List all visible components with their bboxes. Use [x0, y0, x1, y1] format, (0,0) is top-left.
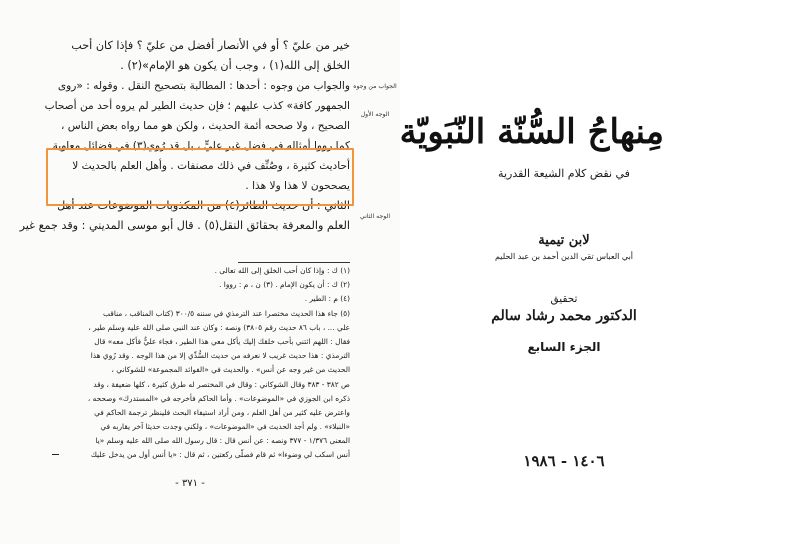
editor-name: الدكتور محمد رشاد سالم [491, 308, 637, 324]
footnote-line: ص ٣٨٢ - ٣٨٣ وقال الشوكاني : وقال في المختصر له طرق كثيرة ، كلها ضعيفة ، وقد [93, 379, 350, 389]
margin-note: الجواب من وجوه [353, 83, 397, 90]
body-line-highlighted: كما رووا أمثاله في فضل غير عليٍّ ، بل قد رُوي(٣) في فضائل معاوية [52, 140, 350, 152]
footnote-line: (٤) م : الطير . [304, 294, 350, 304]
body-line: الصحيح ، ولا صححه أئمة الحديث ، ولكن هو مما رواه بعض الناس ، [60, 120, 350, 132]
editor-block [464, 292, 664, 326]
footnote-line: (١) ك : وإذا كان أحب الخلق إلى الله تعالى . [214, 266, 350, 275]
footnote-line: الترمذي : هذا حديث غريب لا نعرفه من حديث السُّدِّي إلا من هذا الوجه . وقد رُوي هذا [90, 351, 350, 361]
body-line: الجمهور كافة» كذب عليهم ؛ فإن حديث الطير لم يروه أحد من أصحاب [44, 100, 350, 112]
body-line: العلم والمعرفة بحقائق النقل(٥) . قال أبو موسى المديني : وقد جمع غير [19, 219, 350, 232]
author-full-name: أبي العباس تقي الدين أحمد بن عبد الحليم [494, 252, 634, 261]
footnote-line: علي ... ، باب ٨٦ حديث رقم ٣٨٠٥) ونصه : وكان عند النبي صلى الله عليه وسلم طير ، [88, 322, 350, 332]
volume-label: الجزء السابع [527, 340, 601, 354]
main-text-block [19, 36, 350, 236]
body-line-highlighted: أحاديث كثيرة ، وصُنِّف في ذلك مصنفات . وأهل العلم بالحديث لا [72, 160, 350, 172]
footnote-line: أنس اسكب لي وضوءا» ثم قام فصلّى ركعتين ، ثم قال : «يا أنس أول من يدخل عليك [90, 450, 350, 460]
book-title: مِنهاجُ السُّنّة النّبَويّة [399, 112, 664, 152]
margin-dash-mark [52, 454, 59, 455]
body-line: الخلق إلى الله(١) ، وجب أن يكون هو الإمام»(٢) . [120, 59, 350, 72]
publication-year: ١٤٠٦ - ١٩٨٦ [523, 452, 605, 470]
footnote-line: المعنى ١/٣٧٦ - ٣٧٧ ونصه : عن أنس قال : قال رسول الله صلى الله عليه وسلم «يا [95, 436, 350, 446]
footnote-line: (٢) ك : أن يكون الإمام . (٣) ن ، م : رووا . [219, 280, 350, 290]
title-block [399, 104, 664, 182]
body-line-highlighted: يصححون لا هذا ولا هذا . [245, 180, 350, 192]
author-name: لابن تيمية [538, 233, 590, 248]
body-line: الثاني : أن حديث الطائر(٤) من المكذوبات الموضوعات عند أهل [57, 199, 350, 212]
highlight-box [46, 148, 354, 206]
footnote-line: (٥) جاء هذا الحديث مختصرا عند الترمذي في سننه ٣٠٠/٥ (كتاب المناقب ، مناقب [103, 308, 350, 318]
margin-note: الوجه الأول [360, 111, 390, 118]
body-line: خير من عليّ ؟ أو في الأنصار أفضل من عليّ ؟ فإذا كان أحب [71, 39, 350, 52]
margin-note: الوجه الثاني [359, 213, 391, 220]
right-page [399, 0, 791, 544]
footnote-line: «النبلاء» . ولم أجد الحديث في «الموضوعات» ، ولكني وجدت حديثا آخر يقاربه في [100, 422, 350, 432]
page-number: - ٣٧١ - [175, 478, 205, 489]
body-line: والجواب من وجوه : أحدها : المطالبة بتصحيح النقل . وقوله : «روى [57, 80, 350, 92]
author-block [444, 232, 684, 263]
footnote-line: ذكره ابن الجوزي في «الموضوعات» . وأما الحاكم فأخرجه في «المستدرك» وصححه ، [87, 393, 350, 403]
book-subtitle: في نقض كلام الشيعة القدرية [498, 167, 630, 180]
footnote-divider [238, 262, 350, 263]
editor-label: تحقيق [550, 293, 578, 305]
footnote-line: الحديث من غير وجه عن أنس» . والحديث في «الفوائد المجموعة» للشوكاني ، [111, 365, 350, 375]
footnotes-block [40, 264, 350, 463]
footnote-line: واعترض عليه كثير من أهل العلم ، ومن أراد استيفاء البحث فلينظر ترجمة الحاكم في [94, 407, 350, 417]
footnote-line: فقال : اللهم ائتني بأحب خلقك إليك يأكل معي هذا الطير ، فجاء عليٌّ فأكل معه» قال [94, 336, 350, 346]
